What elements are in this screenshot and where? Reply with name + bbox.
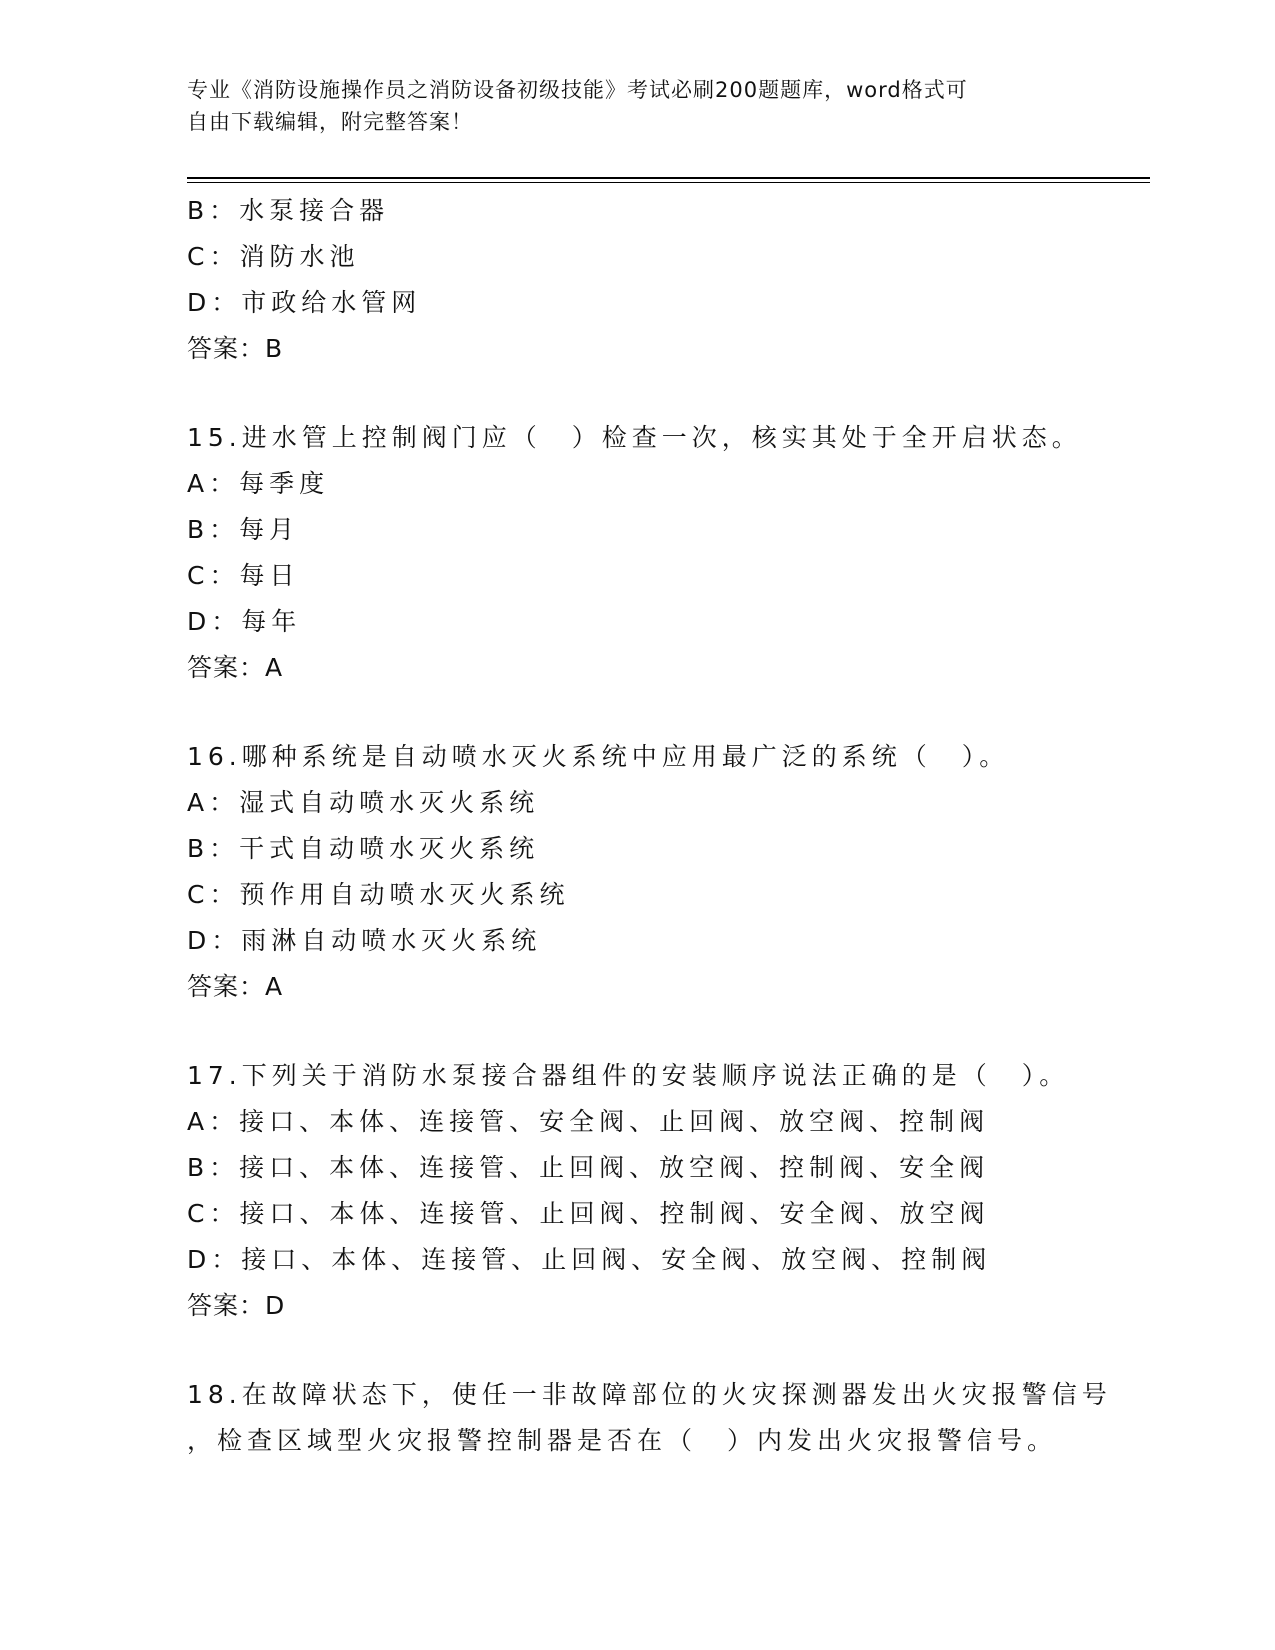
option-b: B：干式自动喷水灭火系统 <box>187 834 540 863</box>
answer: 答案：A <box>187 972 284 1001</box>
option-a: A：每季度 <box>187 469 330 498</box>
option-c: C：消防水池 <box>187 242 360 271</box>
question-stem: 17.下列关于消防水泵接合器组件的安装顺序说法正确的是（ ）。 <box>187 1061 1070 1090</box>
question-15 <box>187 415 1127 691</box>
header-divider-thick <box>187 177 1150 179</box>
answer: 答案：B <box>187 334 284 363</box>
option-a: A：接口、本体、连接管、安全阀、止回阀、放空阀、控制阀 <box>187 1107 990 1136</box>
question-14-continued <box>187 188 1127 372</box>
option-d: D：每年 <box>187 607 302 636</box>
question-stem-line-2: ，检查区域型火灾报警控制器是否在（ ）内发出火灾报警信号。 <box>187 1426 1058 1455</box>
option-a: A：湿式自动喷水灭火系统 <box>187 788 540 817</box>
option-d: D：接口、本体、连接管、止回阀、安全阀、放空阀、控制阀 <box>187 1245 992 1274</box>
option-b: B：水泵接合器 <box>187 196 390 225</box>
question-stem-line-1: 18.在故障状态下，使任一非故障部位的火灾探测器发出火灾报警信号 <box>187 1380 1112 1409</box>
header-divider-thin <box>187 182 1150 183</box>
option-c: C：接口、本体、连接管、止回阀、控制阀、安全阀、放空阀 <box>187 1199 990 1228</box>
question-stem: 16.哪种系统是自动喷水灭火系统中应用最广泛的系统（ ）。 <box>187 742 1010 771</box>
document-header <box>187 74 1087 138</box>
answer: 答案：A <box>187 653 284 682</box>
option-d: D：雨淋自动喷水灭火系统 <box>187 926 542 955</box>
header-line-1: 专业《消防设施操作员之消防设备初级技能》考试必刷200题题库，word格式可 <box>187 78 968 102</box>
option-b: B：接口、本体、连接管、止回阀、放空阀、控制阀、安全阀 <box>187 1153 990 1182</box>
answer: 答案：D <box>187 1291 286 1320</box>
option-c: C：预作用自动喷水灭火系统 <box>187 880 570 909</box>
question-stem: 15.进水管上控制阀门应（ ）检查一次，核实其处于全开启状态。 <box>187 423 1082 452</box>
question-17 <box>187 1053 1127 1329</box>
option-d: D：市政给水管网 <box>187 288 422 317</box>
question-16 <box>187 734 1127 1010</box>
question-list <box>187 188 1127 1464</box>
question-18 <box>187 1372 1127 1464</box>
header-line-2: 自由下载编辑，附完整答案！ <box>187 110 473 134</box>
option-b: B：每月 <box>187 515 300 544</box>
option-c: C：每日 <box>187 561 300 590</box>
